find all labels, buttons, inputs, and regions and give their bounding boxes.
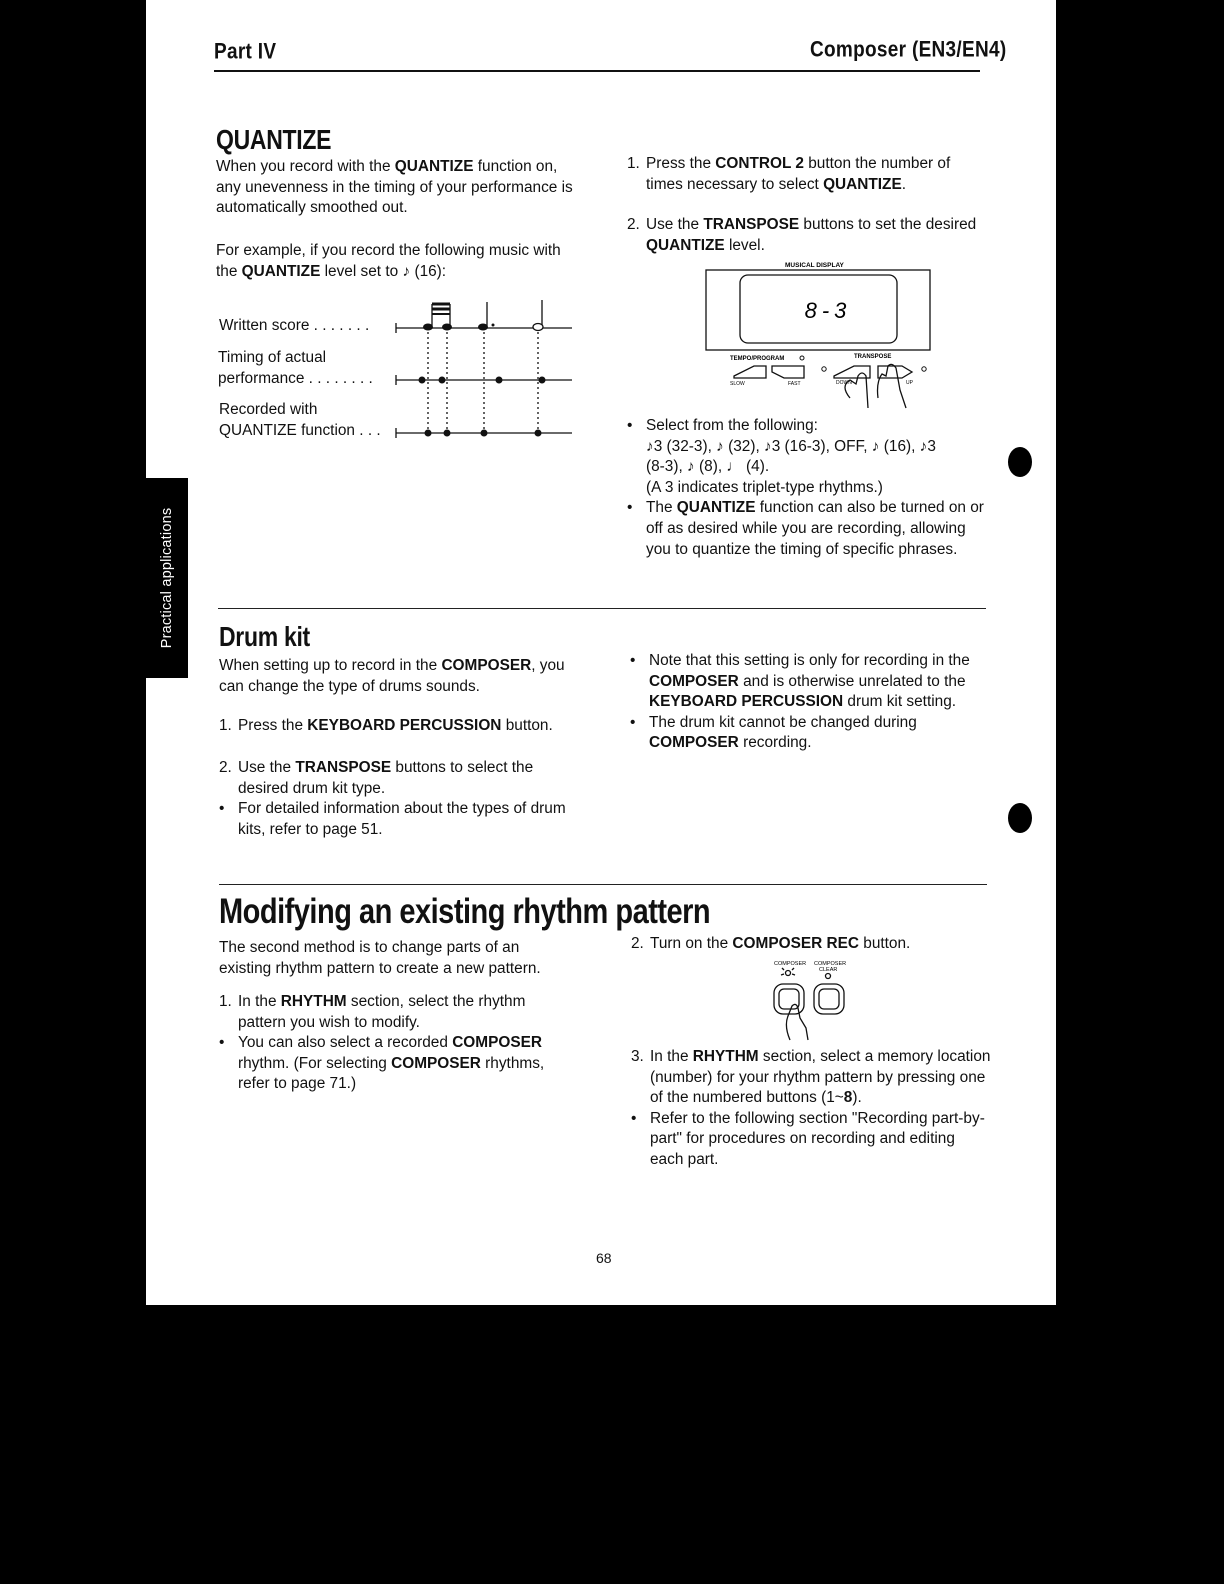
slow-label: SLOW	[730, 381, 745, 387]
text: level.	[724, 236, 765, 254]
bold-text: QUANTIZE	[646, 236, 725, 254]
bold-text: COMPOSER REC	[732, 935, 859, 952]
bold-text: RHYTHM	[280, 993, 347, 1010]
punch-hole-2	[1008, 803, 1032, 833]
quantize-intro	[216, 157, 574, 219]
bold-text: QUANTIZE	[394, 158, 474, 175]
header-part: Part IV	[214, 40, 277, 65]
text: function on, any unevenness in the timing of your performance is automatically smoothed out.	[216, 158, 573, 217]
bold-text: COMPOSER	[649, 672, 739, 690]
up-label: UP	[906, 380, 913, 386]
text: Use the	[646, 216, 704, 233]
bold-text: QUANTIZE	[241, 262, 321, 280]
text: drum kit setting.	[843, 693, 957, 711]
quantize-step-1	[627, 154, 985, 195]
bullet-icon: •	[627, 417, 633, 434]
text: function can also be turned on or off as desired while you are recording, allowing you to quantize the timing of specific phrases.	[646, 499, 984, 558]
drum-kit-step-1	[219, 716, 577, 737]
step-number: 1.	[219, 993, 232, 1010]
transpose-up-button[interactable]	[878, 366, 912, 378]
quantize-bullets	[627, 416, 989, 560]
step-number: 1.	[219, 717, 232, 734]
text: recording.	[738, 734, 812, 752]
text: button the number of times necessary to select	[646, 155, 951, 193]
text: ).	[852, 1089, 862, 1107]
bold-text: 8	[843, 1089, 853, 1107]
text: The	[646, 499, 677, 517]
modifying-title: Modifying an existing rhythm pattern	[219, 893, 711, 932]
modifying-step-2	[631, 934, 989, 955]
timing-diagram	[390, 296, 580, 446]
diagram-label-recorded-a: Recorded with	[219, 401, 318, 418]
side-tab	[146, 478, 188, 678]
modifying-step-3	[631, 1047, 991, 1171]
text: Note that this setting is only for recording in the	[649, 652, 970, 669]
text: , you can change the type of drums sounds.	[219, 657, 565, 695]
text: In the	[238, 993, 281, 1010]
drum-kit-intro	[219, 656, 575, 697]
slow-button[interactable]	[734, 366, 766, 378]
section-rule-1	[218, 608, 986, 609]
diagram-label-timing-a: Timing of actual	[218, 349, 327, 366]
bold-text: RHYTHM	[692, 1048, 759, 1065]
pointing-hand-icon	[786, 1004, 808, 1040]
quantize-example	[216, 241, 574, 282]
led-lit-icon	[786, 971, 791, 976]
bold-text: KEYBOARD PERCUSSION	[649, 693, 844, 711]
text: When setting up to record in the	[219, 657, 442, 674]
quantize-step-2	[627, 215, 985, 256]
text: Press the	[646, 155, 716, 172]
tempo-label: TEMPO/PROGRAM	[730, 356, 785, 362]
step-number: 3.	[631, 1048, 644, 1065]
text: For example, if you record the following music with the	[216, 242, 561, 280]
text: The drum kit cannot be changed during	[649, 713, 917, 731]
text: ♪3 (32-3), ♪ (32), ♪3 (16-3), OFF, ♪ (16), ♪3	[646, 437, 936, 455]
step-number: 2.	[627, 216, 640, 233]
section-rule-2	[219, 884, 987, 885]
bold-text: TRANSPOSE	[703, 216, 800, 233]
text: section, select a memory location (number) for your rhythm pattern by pressing one of the numbered buttons (1~	[650, 1048, 991, 1107]
text: rhythms, refer to page 71.)	[238, 1054, 545, 1093]
diagram-label-written: Written score . . . . . . .	[219, 317, 370, 334]
down-label: DOWN	[836, 380, 852, 386]
text: and is otherwise unrelated to the	[738, 672, 966, 690]
bold-text: CONTROL 2	[715, 155, 804, 172]
bullet-icon: •	[219, 1034, 225, 1052]
text: level set to ♪ (16):	[320, 262, 447, 280]
composer-clear-label: COMPOSER	[814, 961, 847, 967]
side-tab-label: Practical applications	[159, 507, 175, 649]
text: button.	[858, 935, 911, 952]
text: When you record with the	[216, 158, 395, 175]
fast-label: FAST	[788, 381, 801, 387]
scan-border-inner-right	[1056, 0, 1090, 1305]
text: Select from the following:	[646, 417, 818, 434]
text: Turn on the	[650, 935, 733, 952]
drum-kit-title: Drum kit	[219, 621, 310, 653]
text: button.	[501, 717, 553, 734]
pointing-hand-icon	[878, 364, 907, 408]
text: Refer to the following section "Recording part-by-part" for procedures on recording and editing each part.	[650, 1109, 985, 1168]
diagram-label-timing-b: performance . . . . . . . .	[218, 370, 373, 387]
scan-border-right	[1090, 0, 1224, 1584]
header-chapter: Composer (EN3/EN4)	[810, 38, 1007, 63]
quantize-title: QUANTIZE	[216, 124, 332, 156]
text: .	[901, 175, 907, 193]
bold-text: COMPOSER	[452, 1034, 542, 1052]
transpose-down-button[interactable]	[834, 366, 870, 378]
scan-border-inner-left	[122, 0, 146, 1305]
modifying-intro: The second method is to change parts of an existing rhythm pattern to create a new pattern.	[219, 939, 541, 977]
text: Press the	[238, 717, 308, 734]
text: Use the	[238, 759, 296, 776]
bold-text: COMPOSER	[441, 657, 532, 674]
bullet-icon: •	[627, 499, 633, 517]
punch-hole-1	[1008, 447, 1032, 477]
step-number: 1.	[627, 155, 640, 172]
text: (A 3 indicates triplet-type rhythms.)	[646, 478, 883, 496]
bold-text: TRANSPOSE	[295, 759, 392, 776]
bullet-icon: •	[630, 713, 636, 731]
drum-kit-step-2	[219, 758, 577, 840]
composer-buttons-illustration	[762, 956, 858, 1044]
composer-clear-label-2: CLEAR	[819, 967, 838, 973]
bullet-icon: •	[219, 800, 225, 818]
header-rule	[214, 70, 980, 72]
modifying-step-1	[219, 992, 577, 1095]
step-number: 2.	[219, 759, 232, 776]
text: buttons to set the desired	[799, 216, 977, 233]
scan-border-bottom	[122, 1305, 1090, 1584]
text: rhythm. (For selecting	[238, 1054, 392, 1072]
step-number: 2.	[631, 935, 644, 952]
bullet-icon: •	[630, 652, 636, 669]
text: section, select the rhythm pattern you wish to modify.	[238, 993, 526, 1031]
diagram-label-recorded-b: QUANTIZE function . . .	[219, 422, 381, 439]
text: You can also select a recorded	[238, 1034, 453, 1052]
bold-text: COMPOSER	[649, 734, 739, 752]
led-icon	[826, 974, 831, 979]
bold-text: COMPOSER	[391, 1054, 481, 1072]
text: For detailed information about the types of drum kits, refer to page 51.	[238, 800, 566, 838]
fast-button[interactable]	[772, 366, 804, 378]
bold-text: QUANTIZE	[823, 175, 902, 193]
text: In the	[650, 1048, 693, 1065]
display-label: MUSICAL DISPLAY	[785, 262, 844, 269]
display-value: 8-3	[804, 298, 852, 323]
text: buttons to select the desired drum kit type.	[238, 759, 534, 797]
bold-text: QUANTIZE	[676, 499, 756, 517]
bullet-icon: •	[631, 1109, 637, 1127]
bold-text: KEYBOARD PERCUSSION	[307, 717, 502, 734]
transpose-label: TRANSPOSE	[854, 354, 892, 360]
scan-border-left	[0, 0, 122, 1584]
musical-display-illustration	[700, 258, 940, 420]
composer-rec-label: COMPOSER	[774, 961, 807, 967]
text: (8-3), ♪ (8), ♩ (4).	[646, 458, 770, 476]
drum-kit-notes	[630, 651, 988, 754]
page-number: 68	[596, 1250, 612, 1266]
